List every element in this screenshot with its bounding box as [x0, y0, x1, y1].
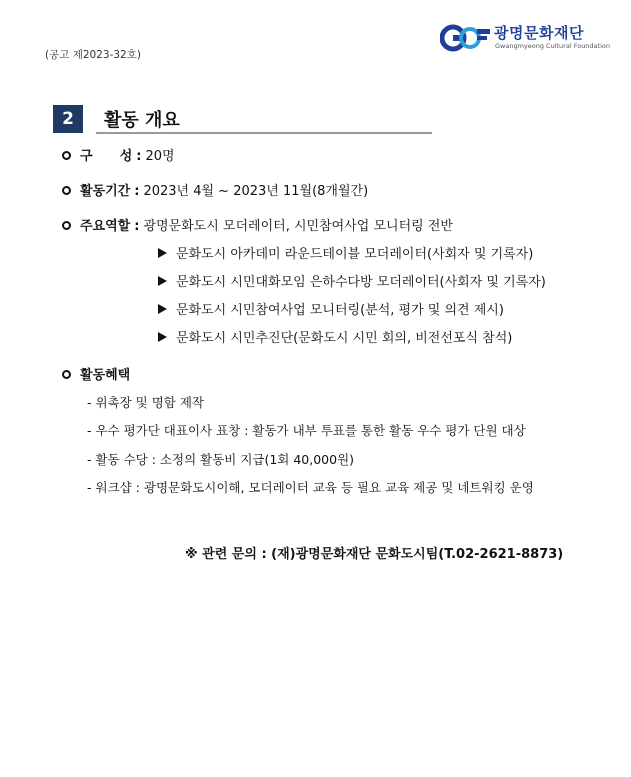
- triangle-bullet-icon: [158, 276, 167, 286]
- role-value: 광명문화도시 모더레이터, 시민참여사업 모니터링 전반: [143, 219, 453, 234]
- notice-number: (공고 제2023-32호): [45, 49, 141, 61]
- circle-bullet-icon: [62, 151, 71, 160]
- period-row: 활동기간 : 2023년 4월 ~ 2023년 11월(8개월간): [62, 180, 368, 199]
- role-sub-item: 문화도시 아카데미 라운드테이블 모더레이터(사회자 및 기록자): [158, 243, 533, 262]
- circle-bullet-icon: [62, 221, 71, 230]
- logo-name-en: Gwangmyeong Cultural Foundation: [495, 42, 610, 50]
- benefits-label: 활동혜택: [80, 368, 131, 383]
- foundation-logo: [440, 21, 610, 55]
- section-number: 2: [53, 105, 83, 133]
- composition-row: 구 성 : 20명: [62, 145, 175, 164]
- circle-bullet-icon: [62, 186, 71, 195]
- circle-bullet-icon: [62, 370, 71, 379]
- period-value: 2023년 4월 ~ 2023년 11월(8개월간): [143, 184, 369, 199]
- role-sub-item: 문화도시 시민추진단(문화도시 시민 회의, 비전선포식 참석): [158, 327, 512, 346]
- role-sub-item: 문화도시 시민대화모임 은하수다방 모더레이터(사회자 및 기록자): [158, 271, 546, 290]
- period-label: 활동기간: [80, 184, 131, 199]
- benefit-item: - 워크샵 : 광명문화도시이해, 모더레이터 교육 등 필요 교육 제공 및 네트워킹 운영: [87, 480, 534, 495]
- triangle-bullet-icon: [158, 248, 167, 258]
- role-row: 주요역할 : 광명문화도시 모더레이터, 시민참여사업 모니터링 전반: [62, 215, 453, 234]
- benefit-item: - 우수 평가단 대표이사 표창 : 활동가 내부 투표를 통한 활동 우수 평가 단원 대상: [87, 423, 526, 438]
- contact-info: ※ 관련 문의 : (재)광명문화재단 문화도시팀(T.02-2621-8873): [185, 547, 564, 562]
- composition-label: 구 성: [80, 149, 133, 164]
- benefit-item: - 위촉장 및 명함 제작: [87, 395, 205, 410]
- benefit-item: - 활동 수당 : 소정의 활동비 지급(1회 40,000원): [87, 452, 355, 467]
- logo-name-ko: 광명문화재단: [494, 24, 584, 42]
- section-title: 활동 개요: [104, 110, 180, 131]
- triangle-bullet-icon: [158, 332, 167, 342]
- benefits-row: [62, 364, 130, 383]
- composition-value: 20명: [145, 149, 175, 164]
- role-label: 주요역할: [80, 219, 131, 234]
- section-divider: [96, 132, 432, 134]
- gcf-logo-icon: [440, 23, 492, 53]
- role-sub-item: 문화도시 시민참여사업 모니터링(분석, 평가 및 의견 제시): [158, 299, 504, 318]
- triangle-bullet-icon: [158, 304, 167, 314]
